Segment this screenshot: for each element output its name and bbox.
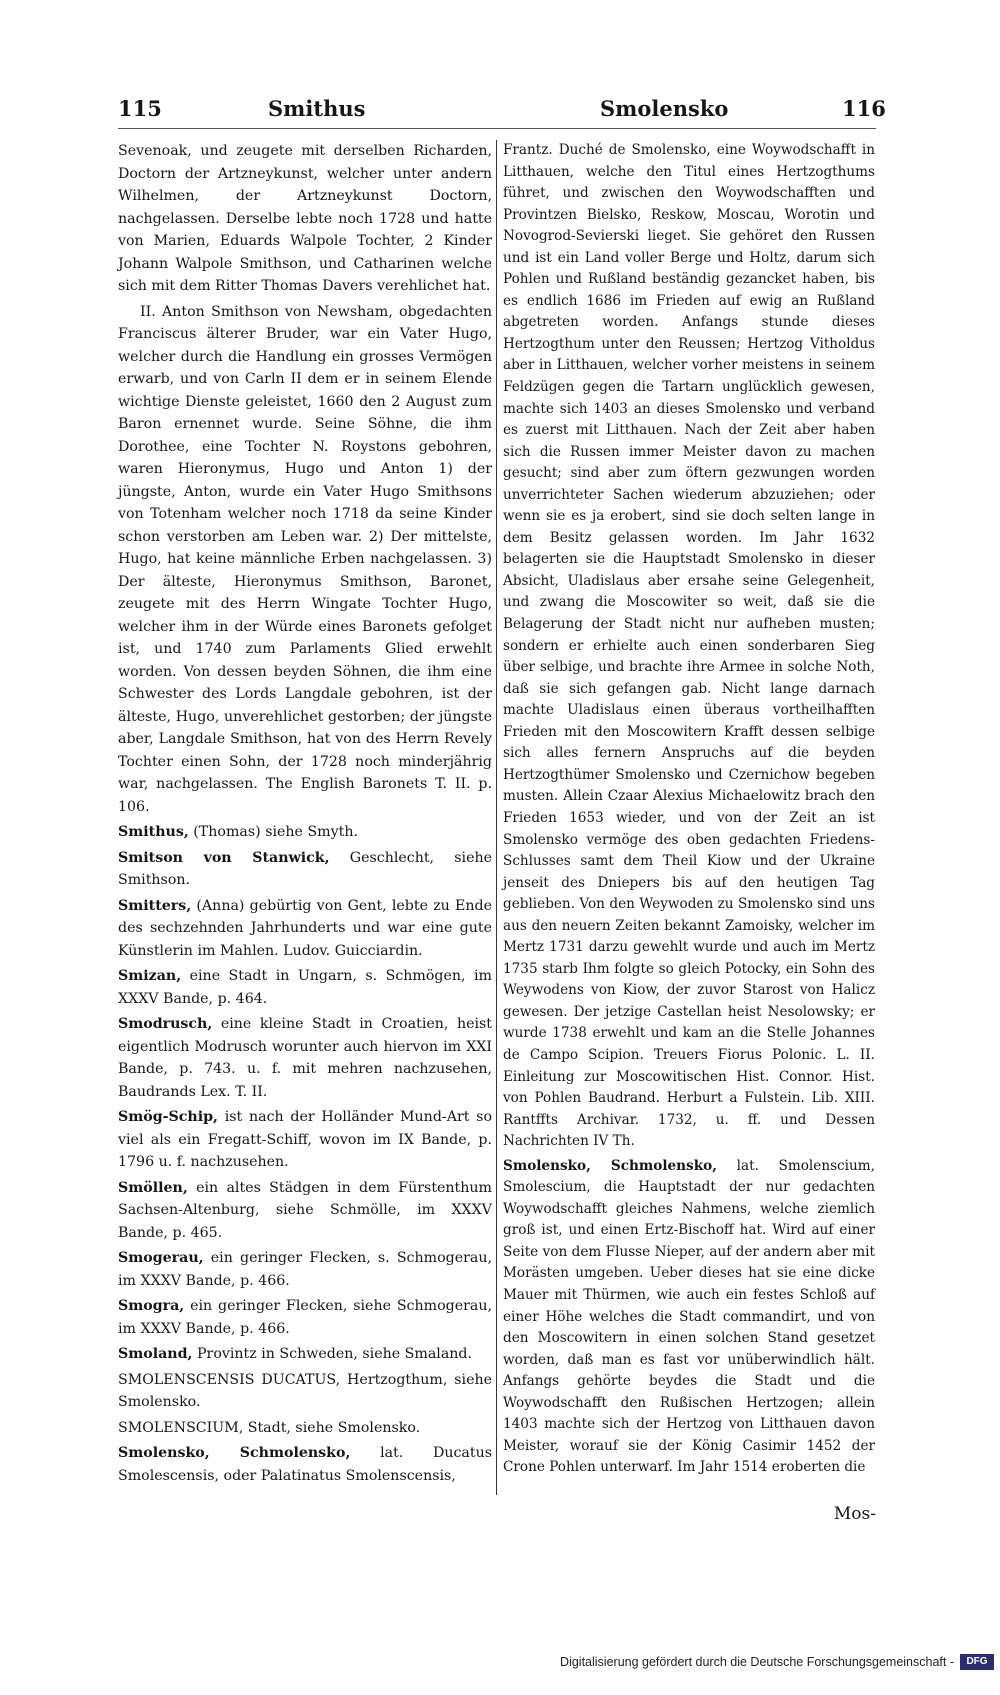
article-paragraph	[118, 1106, 492, 1174]
right-running-title: Smolensko	[600, 96, 729, 121]
article-paragraph	[118, 1442, 492, 1487]
article-paragraph	[118, 1369, 492, 1414]
lemma-heading: Smodrusch,	[118, 1016, 213, 1032]
paragraph-text: (Anna) gebürtig von Gent, lebte zu Ende des sechzehnden Jahrhunderts und war eine gute Künstlerin im Mahlen. Ludov. Guicciardin.	[118, 897, 492, 959]
lemma-heading: Smithus,	[118, 824, 189, 840]
article-paragraph	[118, 1177, 492, 1245]
lemma-heading: Smogra,	[118, 1298, 185, 1314]
header-rule	[118, 128, 876, 129]
article-paragraph	[118, 965, 492, 1010]
paragraph-text: lat. Smolenscium, Smolescium, die Hauptstadt der nur gedachten Woywodschafft gleiches Nahmens, welche ziemlich groß ist, und einen Ertz-Bischoff hat. Wird auf einer Seite von dem Flusse Nieper, auf der andern aber mit Morästen umgeben. Ueber dieses hat sie eine dicke Mauer mit Thürmen, wie auch ein festes Schloß auf einer Höhe welches die Stadt commandirt, und von den Moscowitern in einen solchen Stand gesetzet worden, daß man es fast vor unüberwindlich hält. Anfangs gehörte beydes die Stadt und die Woywodschafft den Rußischen Hertzogen; allein 1403 machte sich der Hertzog von Litthauen davon Meister, worauf sie der König Casimir 1452 der Crone Pohlen unterwarf. Im Jahr 1514 eroberten die	[503, 1157, 875, 1476]
column-divider	[496, 140, 497, 1495]
article-paragraph	[118, 301, 492, 819]
left-page-number: 115	[118, 96, 162, 121]
paragraph-text: eine kleine Stadt in Croatien, heist eigentlich Modrusch worunter auch hiervon im XXI Bande, p. 743. u. f. mit mehren nachzusehen, Baudrands Lex. T. II.	[118, 1016, 492, 1100]
dfg-logo: DFG	[960, 1654, 994, 1670]
lemma-heading: Smög-Schip,	[118, 1109, 218, 1125]
article-paragraph	[118, 1417, 492, 1440]
paragraph-text: Frantz. Duché de Smolensko, eine Woywodschafft in Litthauen, welche den Titul eines Hertzogthums führet, und zwischen den Woywodschafften und Provintzen Bielsko, Reskow, Moscau, Worotin und Novogrod-Sevierski lieget. Sie gehöret den Russen und ist ein Land voller Berge und Holtz, darum sich Pohlen und Rußland beständig gezancket haben, bis es endlich 1686 im Frieden auf ewig an Rußland abgetreten worden. Anfangs stunde dieses Hertzogthum unter den Reussen; Hertzog Vitholdus aber in Litthauen, welcher vorher meistens in seinem Feldzügen gegen die Tartarn unglücklich gewesen, machte sich 1403 an dieses Smolensko und verband es zuerst mit Litthauen. Nach der Zeit aber haben sich die Russen immer Meister davon zu machen gesucht; sind aber zum öftern gezwungen worden unverrichteter Sachen wiederum abzuziehen; oder wenn sie es ja erobert, sind sie doch selten lange in dem Besitz gelassen worden. Im Jahr 1632 belagerten sie die Hauptstadt Smolensko in dieser Absicht, Uladislaus aber ersahe seine Gelegenheit, und zwang die Moscowiter so weit, daß sie die Belagerung der Stadt nicht nur aufheben musten; sondern er erhielte auch einen sonderbaren Sieg über selbige, und brachte ihre Armee in solche Noth, daß sie sich gefangen gab. Nicht lange darnach machte Uladislaus einen überaus vortheilhafften Frieden mit den Moscowitern Krafft dessen selbige sich alles fernern Anspruchs auf die beyden Hertzogthümer Smolensko und Czernichow begeben musten. Allein Czaar Alexius Michaelowitz brach den Frieden 1653 wieder, und von der Zeit an ist Smolensko vermöge des oben gedachten Friedens-Schlusses samt dem Theil Kiow und der Ukraine jenseit des Dniepers bis auf den heutigen Tag geblieben. Von den Weywoden zu Smolensko sind uns aus den neuern Zeiten bekannt Zamoisky, welcher im Mertz 1731 darzu gewehlt wurde und auch im Mertz 1735 starb Ihm folgte so gleich Potocky, ein Sohn des Weywodens von Kiow, der zuvor Starost von Halicz gewesen. Der jetzige Castellan heist Nesolowsky; er wurde 1738 erwehlt und kam an die Stelle Johannes de Campo Scipion. Treuers Fiorus Polonic. L. II. Einleitung zur Moscowitischen Hist. Connor. Hist. von Pohlen Baudrand. Herburt a Fulstein. Lib. XIII. Rantffts Archivar. 1732, u. ff. und Dessen Nachrichten IV Th.	[503, 142, 875, 1150]
article-paragraph	[118, 1013, 492, 1103]
right-column	[503, 140, 875, 1482]
paragraph-text: Geschlecht, siehe Smithson.	[118, 849, 492, 888]
paragraph-text: (Thomas) siehe Smyth.	[188, 824, 358, 840]
paragraph-text: Provintz in Schweden, siehe Smaland.	[192, 1346, 473, 1362]
lemma-heading: Smitson von Stanwick,	[118, 849, 330, 866]
lemma-heading: Smolensko, Schmolensko,	[503, 1157, 717, 1174]
paragraph-text: eine Stadt in Ungarn, s. Schmögen, im XXXV Bande, p. 464.	[118, 968, 492, 1007]
article-paragraph	[118, 847, 492, 892]
lemma-heading: Smogerau,	[118, 1250, 204, 1266]
catchword: Mos-	[833, 1504, 876, 1524]
right-page-number: 116	[842, 96, 886, 121]
article-paragraph	[503, 140, 875, 1153]
lemma-heading: Smizan,	[118, 968, 182, 984]
left-running-title: Smithus	[268, 96, 366, 121]
article-paragraph	[118, 895, 492, 963]
lemma-heading: Smitters,	[118, 897, 192, 914]
footer	[0, 1653, 1000, 1695]
article-paragraph	[503, 1156, 875, 1479]
paragraph-text: ist nach der Holländer Mund-Art so viel als ein Fregatt-Schiff, wovon im IX Bande, p. 1796 u. f. nachzusehen.	[118, 1109, 492, 1170]
paragraph-text: ein altes Städgen in dem Fürstenthum Sachsen-Altenburg, siehe Schmölle, im XXXV Bande, p. 465.	[118, 1179, 492, 1241]
paragraph-text: II. Anton Smithson von Newsham, obgedachten Franciscus älterer Bruder, war ein Vater Hugo, welcher durch die Handlung ein grosses Vermögen erwarb, und von Carln II dem er in seinem Elende wichtige Dienste geleistet, 1660 den 2 August zum Baron ernennet wurde. Seine Söhne, die ihm Dorothee, eine Tochter N. Roystons gebohren, waren Hieronymus, Hugo und Anton 1) der jüngste, Anton, wurde ein Vater Hugo Smithsons von Totenham welcher noch 1718 da seine Kinder schon verstorben am Leben war. 2) Der mittelste, Hugo, hat keine männliche Erben nachgelassen. 3) Der älteste, Hieronymus Smithson, Baronet, zeugete mit des Herrn Wingate Tochter Hugo, welcher ihm in der Würde eines Baronets gefolget ist, und 1740 zum Parlaments Glied erwehlt worden. Von dessen beyden Söhnen, die ihm eine Schwester des Lords Langdale gebohren, ist der älteste, Hugo, unverehlichet gestorben; der jüngste aber, Langdale Smithson, hat von des Herrn Revely Tochter einen Sohn, der 1728 noch minderjährig war, nachgelassen. The English Baronets T. II. p. 106.	[118, 303, 492, 815]
article-paragraph	[118, 1343, 492, 1366]
paragraph-text: ein geringer Flecken, s. Schmogerau, im XXXV Bande, p. 466.	[118, 1250, 492, 1289]
article-paragraph	[118, 1247, 492, 1292]
article-paragraph	[118, 821, 492, 844]
lemma-heading: Smöllen,	[118, 1179, 188, 1196]
paragraph-text: ein geringer Flecken, siehe Schmogerau, im XXXV Bande, p. 466.	[118, 1298, 492, 1337]
lemma-heading: Smolensko, Schmolensko,	[118, 1445, 351, 1461]
paragraph-text: lat. Ducatus Smolescensis, oder Palatinatus Smolenscensis,	[118, 1445, 492, 1484]
left-column	[118, 140, 492, 1490]
article-paragraph	[118, 140, 492, 298]
paragraph-text: SMOLENSCIUM, Stadt, siehe Smolensko.	[118, 1419, 421, 1436]
article-paragraph	[118, 1295, 492, 1340]
footer-credit: Digitalisierung gefördert durch die Deutsche Forschungsgemeinschaft -	[560, 1655, 954, 1669]
paragraph-text: SMOLENSCENSIS DUCATUS, Hertzogthum, siehe Smolensko.	[118, 1371, 492, 1410]
paragraph-text: Sevenoak, und zeugete mit derselben Richarden, Doctorn der Artzneykunst, welcher unter andern Wilhelmen, der Artzneykunst Doctorn, nachgelassen. Derselbe lebte noch 1728 und hatte von Marien, Eduards Walpole Tochter, 2 Kinder Johann Walpole Smithson, und Catharinen welche sich mit dem Ritter Thomas Davers verehlichet hat.	[118, 143, 492, 294]
lemma-heading: Smoland,	[118, 1346, 193, 1362]
